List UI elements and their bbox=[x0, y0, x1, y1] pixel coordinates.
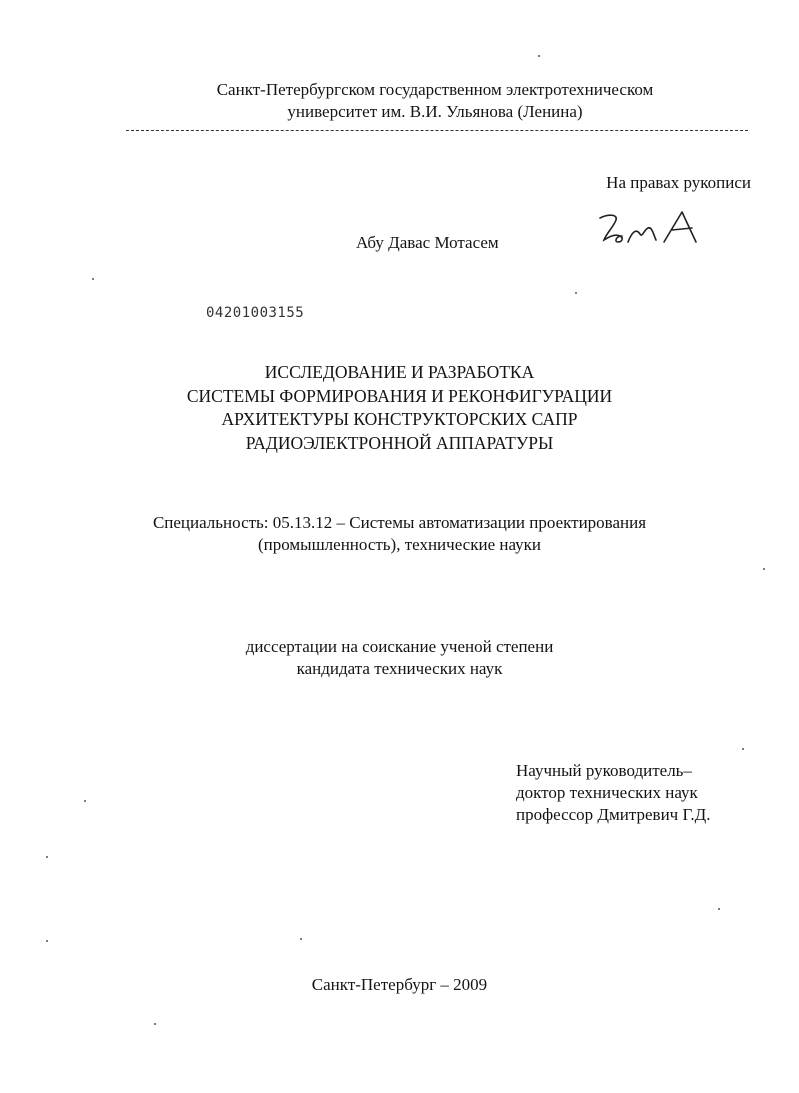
advisor-line-2: доктор технических наук bbox=[516, 783, 698, 802]
degree-line-2: кандидата технических наук bbox=[296, 659, 503, 678]
scan-speck bbox=[718, 908, 720, 910]
title-line-1: ИССЛЕДОВАНИЕ И РАЗРАБОТКА bbox=[264, 362, 535, 382]
scan-speck bbox=[84, 800, 86, 802]
title-line-3: АРХИТЕКТУРЫ КОНСТРУКТОРСКИХ САПР bbox=[221, 409, 578, 429]
advisor-line-1: Научный руководитель– bbox=[516, 761, 692, 780]
title-line-4: РАДИОЭЛЕКТРОННОЙ АППАРАТУРЫ bbox=[245, 432, 554, 453]
handwritten-signature bbox=[594, 206, 714, 256]
dissertation-title bbox=[0, 361, 799, 455]
scan-speck bbox=[46, 940, 48, 942]
specialty-line-1: Специальность: 05.13.12 – Системы автоматизации проектирования bbox=[152, 513, 647, 532]
scan-speck bbox=[154, 1023, 156, 1025]
scan-speck bbox=[575, 292, 577, 294]
scan-speck bbox=[46, 856, 48, 858]
header-divider bbox=[126, 130, 748, 131]
specialty-line-2: (промышленность), технические науки bbox=[257, 535, 542, 554]
city-year: Санкт-Петербург – 2009 bbox=[311, 975, 488, 994]
registration-number: 04201003155 bbox=[206, 305, 305, 321]
degree-line-1: диссертации на соискание ученой степени bbox=[245, 637, 554, 656]
manuscript-rights: На правах рукописи bbox=[606, 173, 751, 192]
dissertation-degree bbox=[0, 636, 799, 680]
scan-speck bbox=[538, 55, 540, 57]
scan-speck bbox=[742, 748, 744, 750]
scan-speck bbox=[763, 568, 765, 570]
university-line-2: университет им. В.И. Ульянова (Ленина) bbox=[287, 102, 583, 121]
author-name: Абу Давас Мотасем bbox=[356, 233, 499, 252]
scientific-advisor bbox=[516, 760, 776, 826]
university-line-1: Санкт-Петербургском государственном электротехническом bbox=[216, 80, 654, 99]
title-line-2: СИСТЕМЫ ФОРМИРОВАНИЯ И РЕКОНФИГУРАЦИИ bbox=[186, 385, 613, 406]
university-header bbox=[90, 79, 780, 123]
scan-speck bbox=[300, 938, 302, 940]
specialty bbox=[0, 512, 799, 556]
advisor-line-3: профессор Дмитревич Г.Д. bbox=[516, 805, 711, 824]
scan-speck bbox=[92, 278, 94, 280]
